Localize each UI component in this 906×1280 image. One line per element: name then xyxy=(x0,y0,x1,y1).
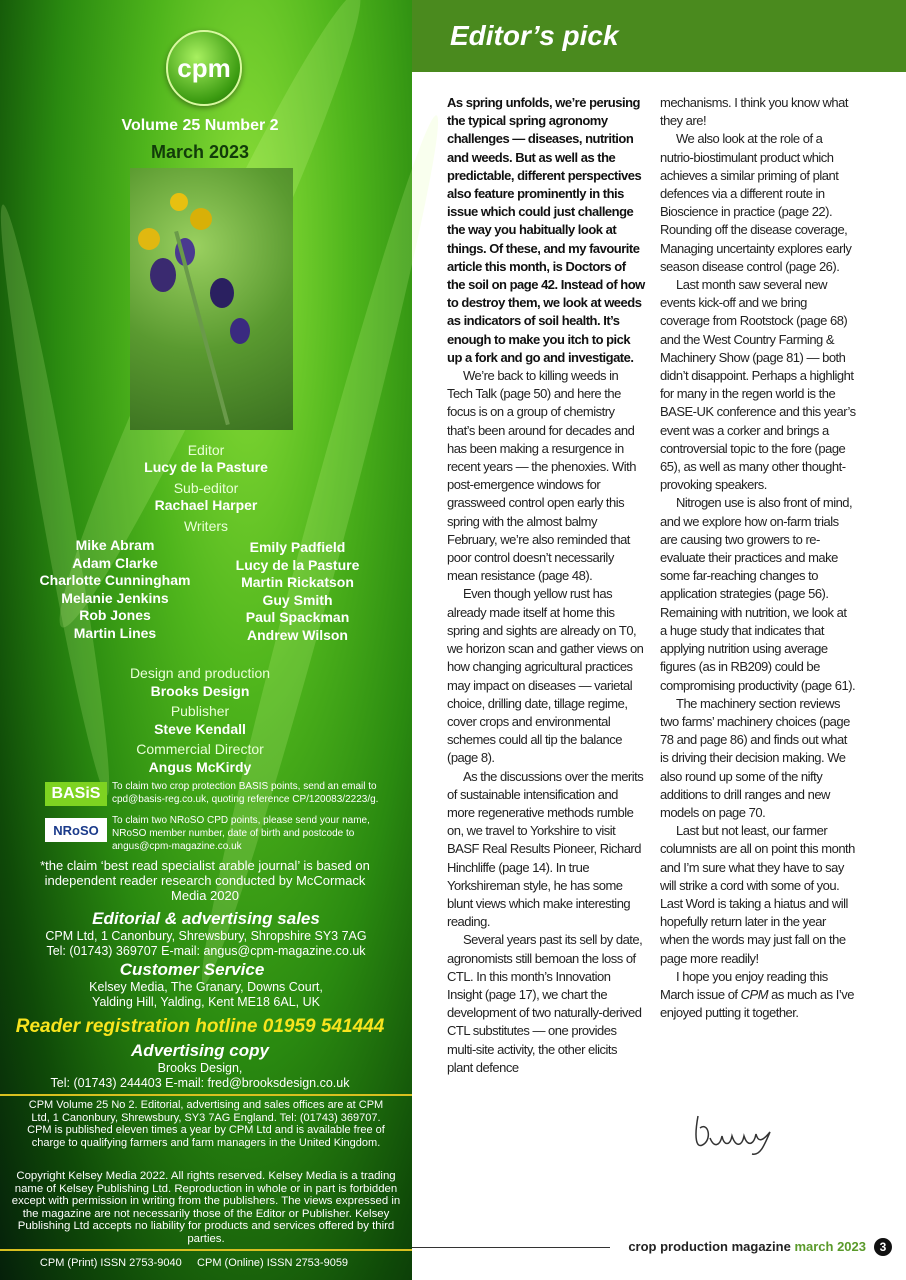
advertising-copy-contact: Tel: (01743) 244403 E-mail: fred@brooksdesign.co.uk xyxy=(50,1076,350,1090)
article-intro: As spring unfolds, we’re perusing the typical spring agronomy challenges — diseases, nutrition and weeds. But as well as the predictable, different perspectives also feature prominently in this issue which could just challenge the way you habitually look at things. Of these, and my favourite article this month, is Doctors of the soil on page 42. Instead of how to destroy them, we look at weeds as indicators of soil health. It’s enough to make you itch to pick up a fork and go and investigate. xyxy=(447,95,645,365)
writer-name: Rob Jones xyxy=(79,607,151,623)
paragraph: Several years past its sell by date, agronomists still bemoan the loss of CTL. In this month’s Innovation Insight (page 17), we chart the development of two naturally-derived CTL substitutes — one provides multi-site activity, the other elicits plant defence xyxy=(447,932,643,1075)
writer-name: Emily Padfield xyxy=(249,539,346,555)
subeditor-label: Sub-editor xyxy=(173,480,239,496)
footer-magazine-title xyxy=(628,1239,866,1254)
editor-label: Editor xyxy=(187,442,225,458)
paragraph: Last month saw several new events kick-off and we bring coverage from Rootstock (page 68) and the West Country Farming & Machinery Show (page 81) — both didn’t disappoint. Perhaps a highlight for many in the regen world is the BASE-UK conference and this year’s event was a corker and brings a controversial topic to the fore (page 65), as well as many other thought-provoking speakers. xyxy=(660,277,856,493)
customer-service-heading: Customer Service xyxy=(119,960,265,979)
section-header xyxy=(412,0,906,72)
customer-service-address-1: Kelsey Media, The Granary, Downs Court, xyxy=(89,980,323,994)
subeditor-name: Rachael Harper xyxy=(154,497,258,513)
writer-name: Martin Rickatson xyxy=(241,574,354,590)
issue-label: march 2023 xyxy=(794,1239,866,1254)
page-footer xyxy=(412,1238,906,1258)
editor-signature xyxy=(690,1108,800,1158)
divider xyxy=(0,1094,412,1096)
commercial-name: Angus McKirdy xyxy=(148,759,252,775)
magazine-title: crop production magazine xyxy=(628,1239,795,1254)
copyright-notice: Copyright Kelsey Media 2022. All rights reserved. Kelsey Media is a trading name of Kelsey Publishing Ltd. Reproduction in whole or in part is forbidden except with permission in writing from the publishers. The views expressed in the magazine are not necessarily those of the Editor or Publisher. Kelsey Publishing Ltd accepts no liability for products and services offered by third parties. xyxy=(11,1170,401,1245)
customer-service-address-2: Yalding Hill, Yalding, Kent ME18 6AL, UK xyxy=(92,995,320,1009)
cover-photo xyxy=(130,168,293,430)
writers-list-left xyxy=(20,537,210,642)
sales-contact: Tel: (01743) 369707 E-mail: angus@cpm-magazine.co.uk xyxy=(46,944,366,958)
writer-name: Guy Smith xyxy=(262,591,333,608)
writer-name: Adam Clarke xyxy=(72,554,158,571)
paragraph: The machinery section reviews two farms’ machinery choices (page 78 and page 86) and finds out what is driving their decision making. We also round up some of the nifty additions to drill ranges and new models on page 70. xyxy=(660,695,850,820)
sales-heading: Editorial & advertising sales xyxy=(92,909,320,928)
writer-name: Mike Abram xyxy=(75,537,155,553)
issue-date: March 2023 xyxy=(150,142,250,162)
publisher-label: Publisher xyxy=(170,703,230,719)
publication-info: CPM Volume 25 No 2. Editorial, advertising and sales offices are at CPM Ltd, 1 Canonbury, Shrewsbury, SY3 7AG England. Tel: (01743) 369707. CPM is published eleven times a year by CPM Ltd and is available free of charge to qualifying farmers and farm managers in the United Kingdom. xyxy=(27,1099,385,1149)
closing-text: I hope you enjoy reading this March issue of xyxy=(660,968,828,1002)
readership-claim: *the claim ‘best read specialist arable journal’ is based on independent reader research conducted by McCormack Media 2020 xyxy=(40,858,370,903)
writer-name: Lucy de la Pasture xyxy=(235,556,360,573)
paragraph: We also look at the role of a nutrio-biostimulant product which achieves a similar priming of plant defences via a different route in Bioscience in practice (page 22). Rounding off the disease coverage, Managing uncertainty explores early season disease control (page 26). xyxy=(660,131,852,274)
basis-logo: BASiS xyxy=(45,782,107,806)
nroso-info: To claim two NRoSO CPD points, please send your name, NRoSO member number, date of birth and postcode to angus@cpm-magazine.co.uk xyxy=(112,815,370,852)
writers-label: Writers xyxy=(183,518,229,534)
article-column-1 xyxy=(447,94,645,1077)
writer-name: Paul Spackman xyxy=(245,609,350,625)
writer-name: Martin Lines xyxy=(73,624,157,641)
nroso-logo: NRoSO xyxy=(45,818,107,842)
sales-address: CPM Ltd, 1 Canonbury, Shrewsbury, Shropshire SY3 7AG xyxy=(45,929,367,943)
paragraph: As the discussions over the merits of sustainable intensification and more regenerative methods rumble on, we travel to Yorkshire to visit BASF Real Results Pioneer, Richard Hinchliffe (page 14). In true Yorkshireman style, he has some blunt views which make interesting reading. xyxy=(447,768,644,930)
paragraph: mechanisms. I think you know what they are! xyxy=(660,95,848,129)
publisher-name: Steve Kendall xyxy=(154,721,246,737)
reader-hotline: Reader registration hotline 01959 541444 xyxy=(15,1016,385,1037)
writer-name: Charlotte Cunningham xyxy=(39,572,191,588)
cpm-logo: cpm xyxy=(166,30,242,106)
issn: CPM (Print) ISSN 2753-9040 CPM (Online) ISSN 2753-9059 xyxy=(39,1257,349,1269)
volume-number: Volume 25 Number 2 xyxy=(121,117,279,134)
footer-rule xyxy=(412,1247,610,1248)
masthead-sidebar xyxy=(0,0,412,1280)
paragraph: Nitrogen use is also front of mind, and we explore how on-farm trials are causing two growers to re-evaluate their practices and make some far-reaching changes to application strategies (page 56). Remaining with nutrition, we look at a huge study that indicates that applying nutrition using average figures (as in RB209) could be compromising productivity (page 61). xyxy=(660,495,856,693)
paragraph: Even though yellow rust has already made itself at home this spring and sights are already on T0, we horizon scan and gather views on how changing agricultural practices may impact on diseases — varietal choice, drilling date, tillage regime, cover crops and environmental schemes could all tip the balance (page 8). xyxy=(447,586,644,766)
writer-name: Andrew Wilson xyxy=(247,626,348,643)
article-column-2 xyxy=(660,94,856,1022)
writer-name: Melanie Jenkins xyxy=(61,589,169,606)
design-label: Design and production xyxy=(129,665,271,681)
commercial-label: Commercial Director xyxy=(136,741,264,757)
closing-text: as much as I’ve enjoyed putting it together. xyxy=(660,986,854,1021)
basis-info: To claim two crop protection BASIS points, send an email to cpd@basis-reg.co.uk, quoting reference CP/120083/2223/g. xyxy=(112,781,379,805)
closing-paragraph xyxy=(660,968,856,1023)
divider xyxy=(0,1249,412,1251)
writers-list-right xyxy=(210,539,385,644)
advertising-copy-heading: Advertising copy xyxy=(131,1041,269,1060)
design-name: Brooks Design xyxy=(150,683,250,699)
page-number: 3 xyxy=(874,1238,892,1256)
advertising-copy-name: Brooks Design, xyxy=(157,1061,243,1075)
editor-name: Lucy de la Pasture xyxy=(144,459,268,475)
paragraph: We’re back to killing weeds in Tech Talk (page 50) and here the focus is on a group of chemistry that’s been around for decades and has been making a resurgence in recent years — the phenoxies. With post-emergence windows for grassweed control open early this spring with the almost balmy February, we’re also reminded that poor control doesn’t necessarily mean resistance (page 48). xyxy=(447,368,636,584)
magazine-name: CPM xyxy=(740,986,769,1002)
paragraph: Last but not least, our farmer columnists are all on point this month and I’m sure what they have to say will strike a cord with some of you. Last Word is taking a hiatus and will hopefully return later in the year when the words may just fall on the page more readily! xyxy=(660,823,855,966)
section-title: Editor’s pick xyxy=(450,20,619,51)
